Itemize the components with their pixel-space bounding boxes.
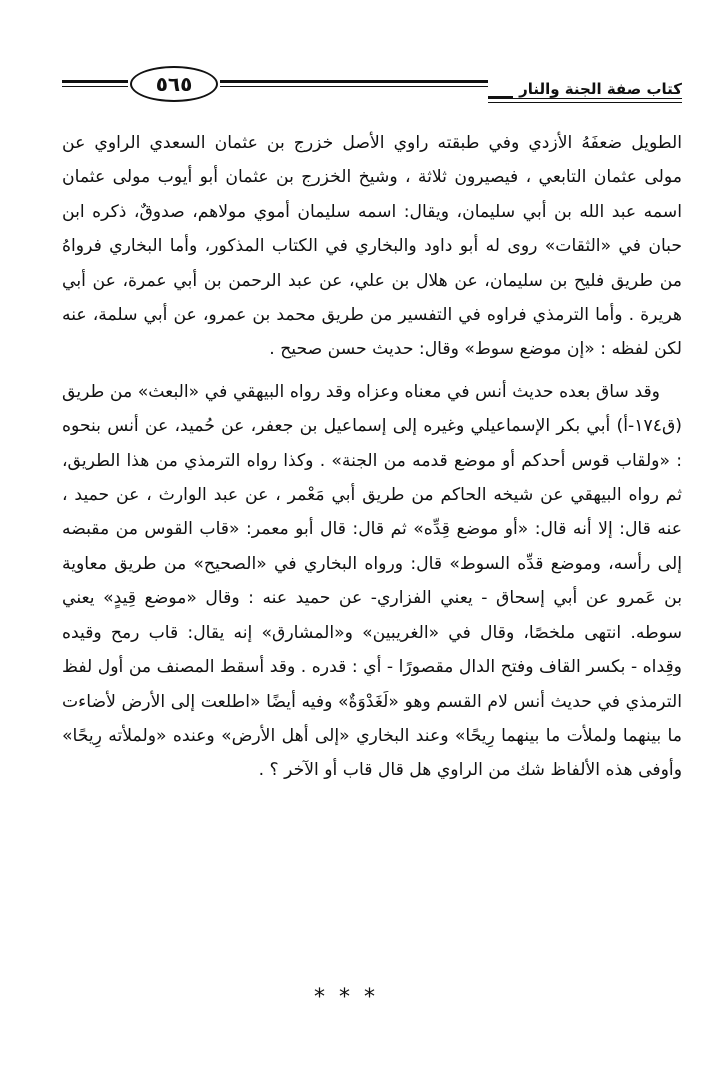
page-header — [62, 66, 682, 110]
paragraph-1: الطويل ضعفَهُ الأزدي وفي طبقته راوي الأصل خزرج بن عثمان السعدي الراوي عن مولى عثمان التابعي ، فيصيرون ثلاثة ، وشيخ الخزرج بن عثمان أبو أيوب مولى عثمان اسمه عبد الله بن أبي سليمان، ويقال: اسمه سليمان أموي مولاهم، صدوقٌ، ذكره ابن حبان في «الثقات» روى له أبو داود والبخاري في الكتاب المذكور، وأما البخاري فرواهُ من طريق فليح بن سليمان، عن هلال بن علي، عن عبد الرحمن بن أبي عمرة، عن أبي هريرة . وأما الترمذي فراوه في التفسير من طريق محمد بن عمرو، عن أبي سلمة، عنه لكن لفظه : «إن موضع سوط» وقال: حديث حسن صحيح . — [62, 133, 682, 360]
header-rule-left-thick — [62, 80, 128, 83]
page-number: ٥٦٥ — [130, 66, 218, 102]
header-rule-middle-thin — [220, 86, 488, 87]
header-rule-left-thin — [62, 86, 128, 87]
paragraph-2: وقد ساق بعده حديث أنس في معناه وعزاه وقد رواه البيهقي في «البعث» من طريق (ق١٧٤-أ) أبي بكر الإسماعيلي وغيره إلى إسماعيل بن جعفر، عن حُميد، عن أنس بنحوه : «ولقاب قوس أحدكم أو موضع قدمه من الجنة» . وكذا رواه الترمذي من هذا الطريق، ثم رواه البيهقي عن شيخه الحاكم من طريق أبي مَعْمر ، عن عبد الوارث ، عن حميد ، عنه قال: إلا أنه قال: «أو موضع قِدِّه» ثم قال: قال أبو معمر: «قاب القوس من مقبضه إلى رأسه، وموضع قدِّه السوط» قال: ورواه البخاري في «الصحيح» من طريق معاوية بن عَمرو عن أبي إسحاق - يعني الفزاري- عن حميد عنه : وقال «موضع قِيدٍ» يعني سوطه. انتهى ملخصًا، وقال في «الغريبين» و«المشارق» إنه يقال: قاب رمح وقيده وقِداه - بكسر القاف وفتح الدال مقصورًا - أي : قدره . وقد أسقط المصنف من أول لفظ الترمذي في حديث أنس لام القسم وهو «لَغَدْوَةٌ» وفيه أيضًا «اطلعت إلى الأرض لأضاءت ما بينهما ولملأت ما بينهما رِيحًا» وعند البخاري «إلى أهل الأرض» وعنده «ولملأته رِيحًا» وأوفى هذه الألفاظ شك من الراوي هل قال قاب أو الآخر ؟ . — [62, 381, 682, 781]
book-title: كتاب صفة الجنة والنار — [513, 80, 682, 98]
section-end-ornament — [0, 985, 703, 1010]
header-rule-right-thin — [488, 102, 682, 103]
asterisk-ornament: *** — [314, 985, 389, 1010]
main-text — [62, 126, 682, 788]
header-rule-middle-thick — [220, 80, 488, 83]
